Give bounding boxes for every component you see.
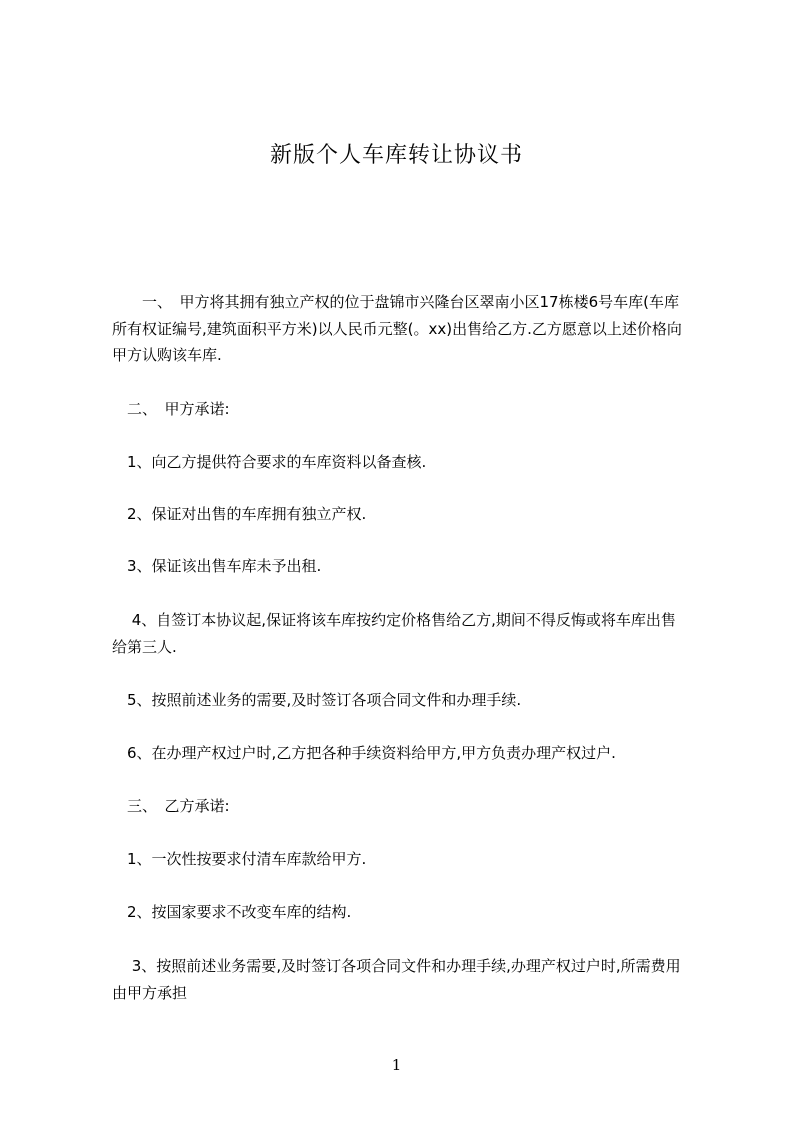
clause-2-item-1: 1、向乙方提供符合要求的车库资料以备查核. (112, 453, 427, 471)
page-number: 1 (391, 1056, 402, 1074)
section-3-heading: 三、 乙方承诺: (112, 797, 230, 815)
clause-3-item-2: 2、按国家要求不改变车库的结构. (112, 903, 352, 921)
clause-3-item-3: 3、按照前述业务需要,及时签订各项合同文件和办理手续,办理产权过户时,所需费用由甲方承担 (112, 957, 681, 1002)
section-2-heading: 二、 甲方承诺: (112, 400, 230, 418)
clause-3-item-1: 1、一次性按要求付清车库款给甲方. (112, 850, 367, 868)
clause-2-item-3: 3、保证该出售车库未予出租. (112, 557, 322, 575)
clause-2-item-5: 5、按照前述业务的需要,及时签订各项合同文件和办理手续. (112, 691, 522, 709)
clause-2-item-2: 2、保证对出售的车库拥有独立产权. (112, 505, 367, 523)
clause-2-item-4: 4、自签订本协议起,保证将该车库按约定价格售给乙方,期间不得反悔或将车库出售给第三人. (112, 611, 676, 656)
document-title: 新版个人车库转让协议书 (269, 143, 523, 168)
clause-2-item-6: 6、在办理产权过户时,乙方把各种手续资料给甲方,甲方负责办理产权过户. (112, 744, 616, 762)
clause-1: 一、 甲方将其拥有独立产权的位于盘锦市兴隆台区翠南小区17栋楼6号车库(车库所有权证编号,建筑面积平方米)以人民币元整(。xx)出售给乙方.乙方愿意以上述价格向甲方认购该车库. (112, 293, 682, 364)
